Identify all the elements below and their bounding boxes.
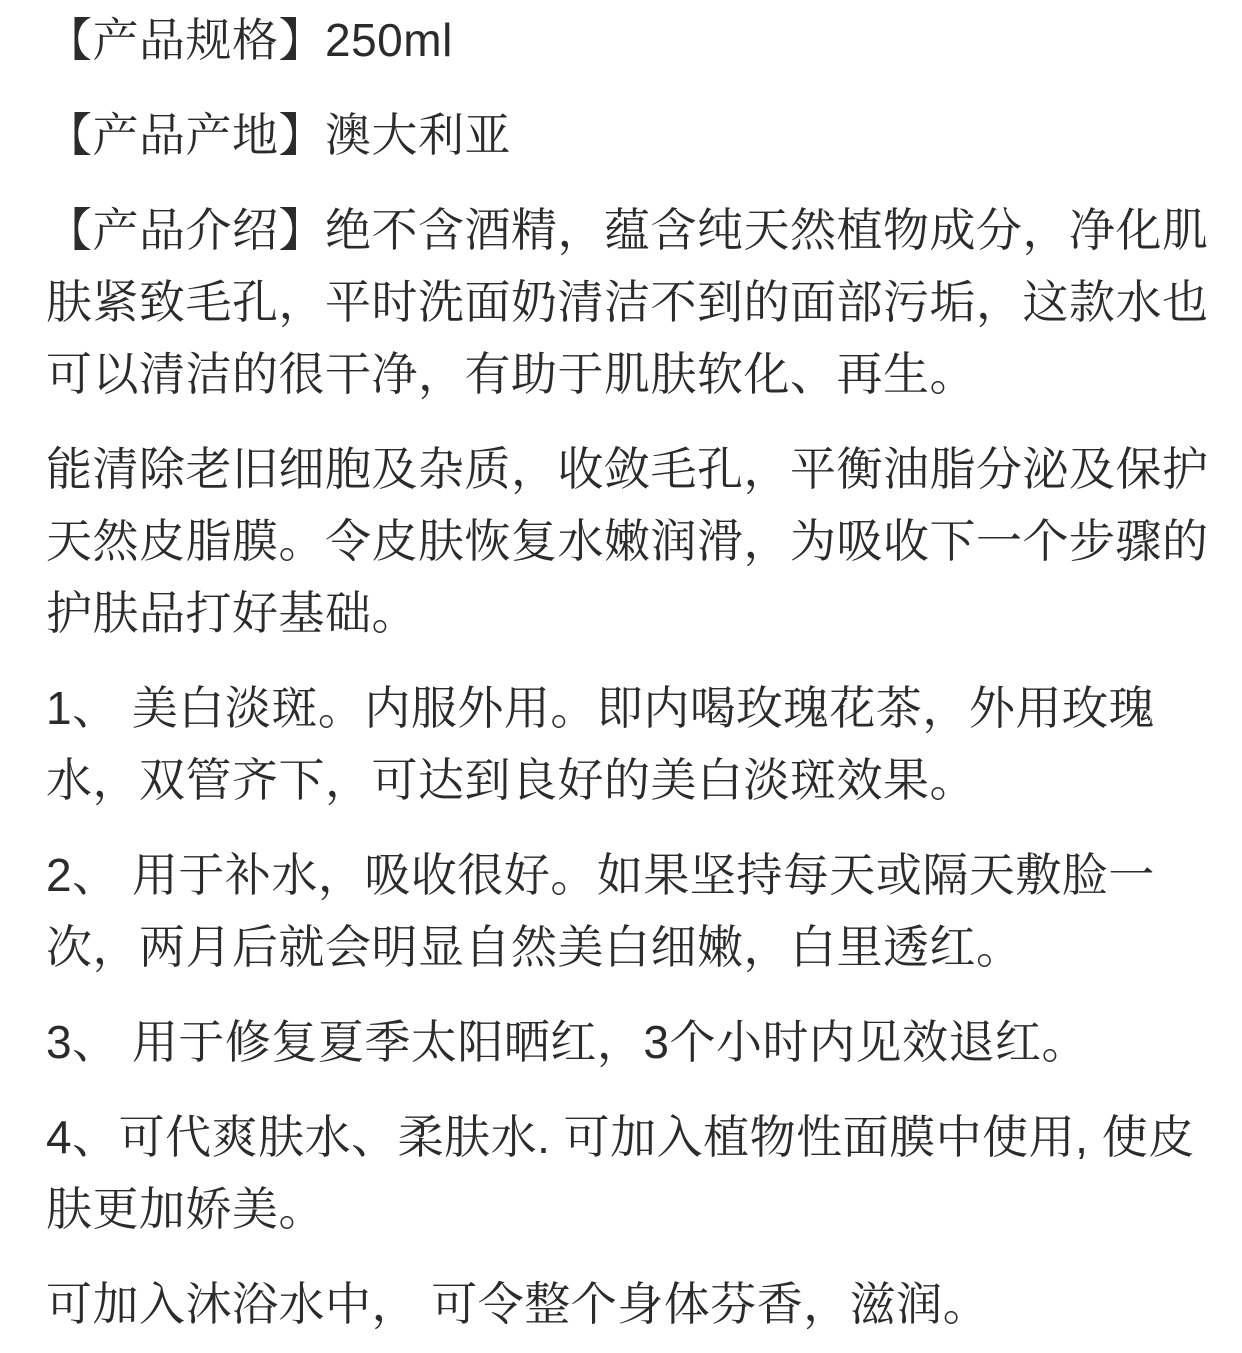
product-origin-line xyxy=(46,99,1192,171)
product-intro-paragraph xyxy=(46,194,1209,410)
text-line: 【产品规格】250ml xyxy=(46,14,453,66)
text-line: 护肤品打好基础。 xyxy=(46,587,418,639)
text-line: 3、 用于修复夏季太阳晒红，3个小时内见效退红。 xyxy=(46,1016,1088,1068)
text-line: 【产品介绍】绝不含酒精，蕴含纯天然植物成分，净化肌 xyxy=(46,204,1209,256)
text-line: 可以清洁的很干净，有助于肌肤软化、再生。 xyxy=(46,348,976,400)
text-line: 4、可代爽肤水、柔肤水. 可加入植物性面膜中使用, 使皮 xyxy=(46,1111,1195,1163)
product-benefits-paragraph xyxy=(46,433,1209,649)
text-line: 【产品产地】澳大利亚 xyxy=(46,109,511,161)
bath-note-paragraph xyxy=(46,1268,1192,1340)
text-line: 1、 美白淡斑。内服外用。即内喝玫瑰花茶，外用玫瑰 xyxy=(46,682,1155,734)
text-line: 次，两月后就会明显自然美白细嫩，白里透红。 xyxy=(46,921,1023,973)
product-spec-line xyxy=(46,4,1192,76)
numbered-point-4 xyxy=(46,1101,1195,1245)
text-line: 2、 用于补水，吸收很好。如果坚持每天或隔天敷脸一 xyxy=(46,849,1155,901)
text-line: 天然皮脂膜。令皮肤恢复水嫩润滑，为吸收下一个步骤的 xyxy=(46,515,1209,567)
numbered-point-1 xyxy=(46,672,1192,816)
text-line: 肤更加娇美。 xyxy=(46,1183,325,1235)
numbered-point-3 xyxy=(46,1006,1192,1078)
numbered-point-2 xyxy=(46,839,1192,983)
text-line: 能清除老旧细胞及杂质，收敛毛孔，平衡油脂分泌及保护 xyxy=(46,443,1209,495)
text-line: 肤紧致毛孔，平时洗面奶清洁不到的面部污垢，这款水也 xyxy=(46,276,1209,328)
text-line: 水，双管齐下，可达到良好的美白淡斑效果。 xyxy=(46,754,976,806)
text-line: 可加入沐浴水中， 可令整个身体芬香，滋润。 xyxy=(46,1278,990,1330)
